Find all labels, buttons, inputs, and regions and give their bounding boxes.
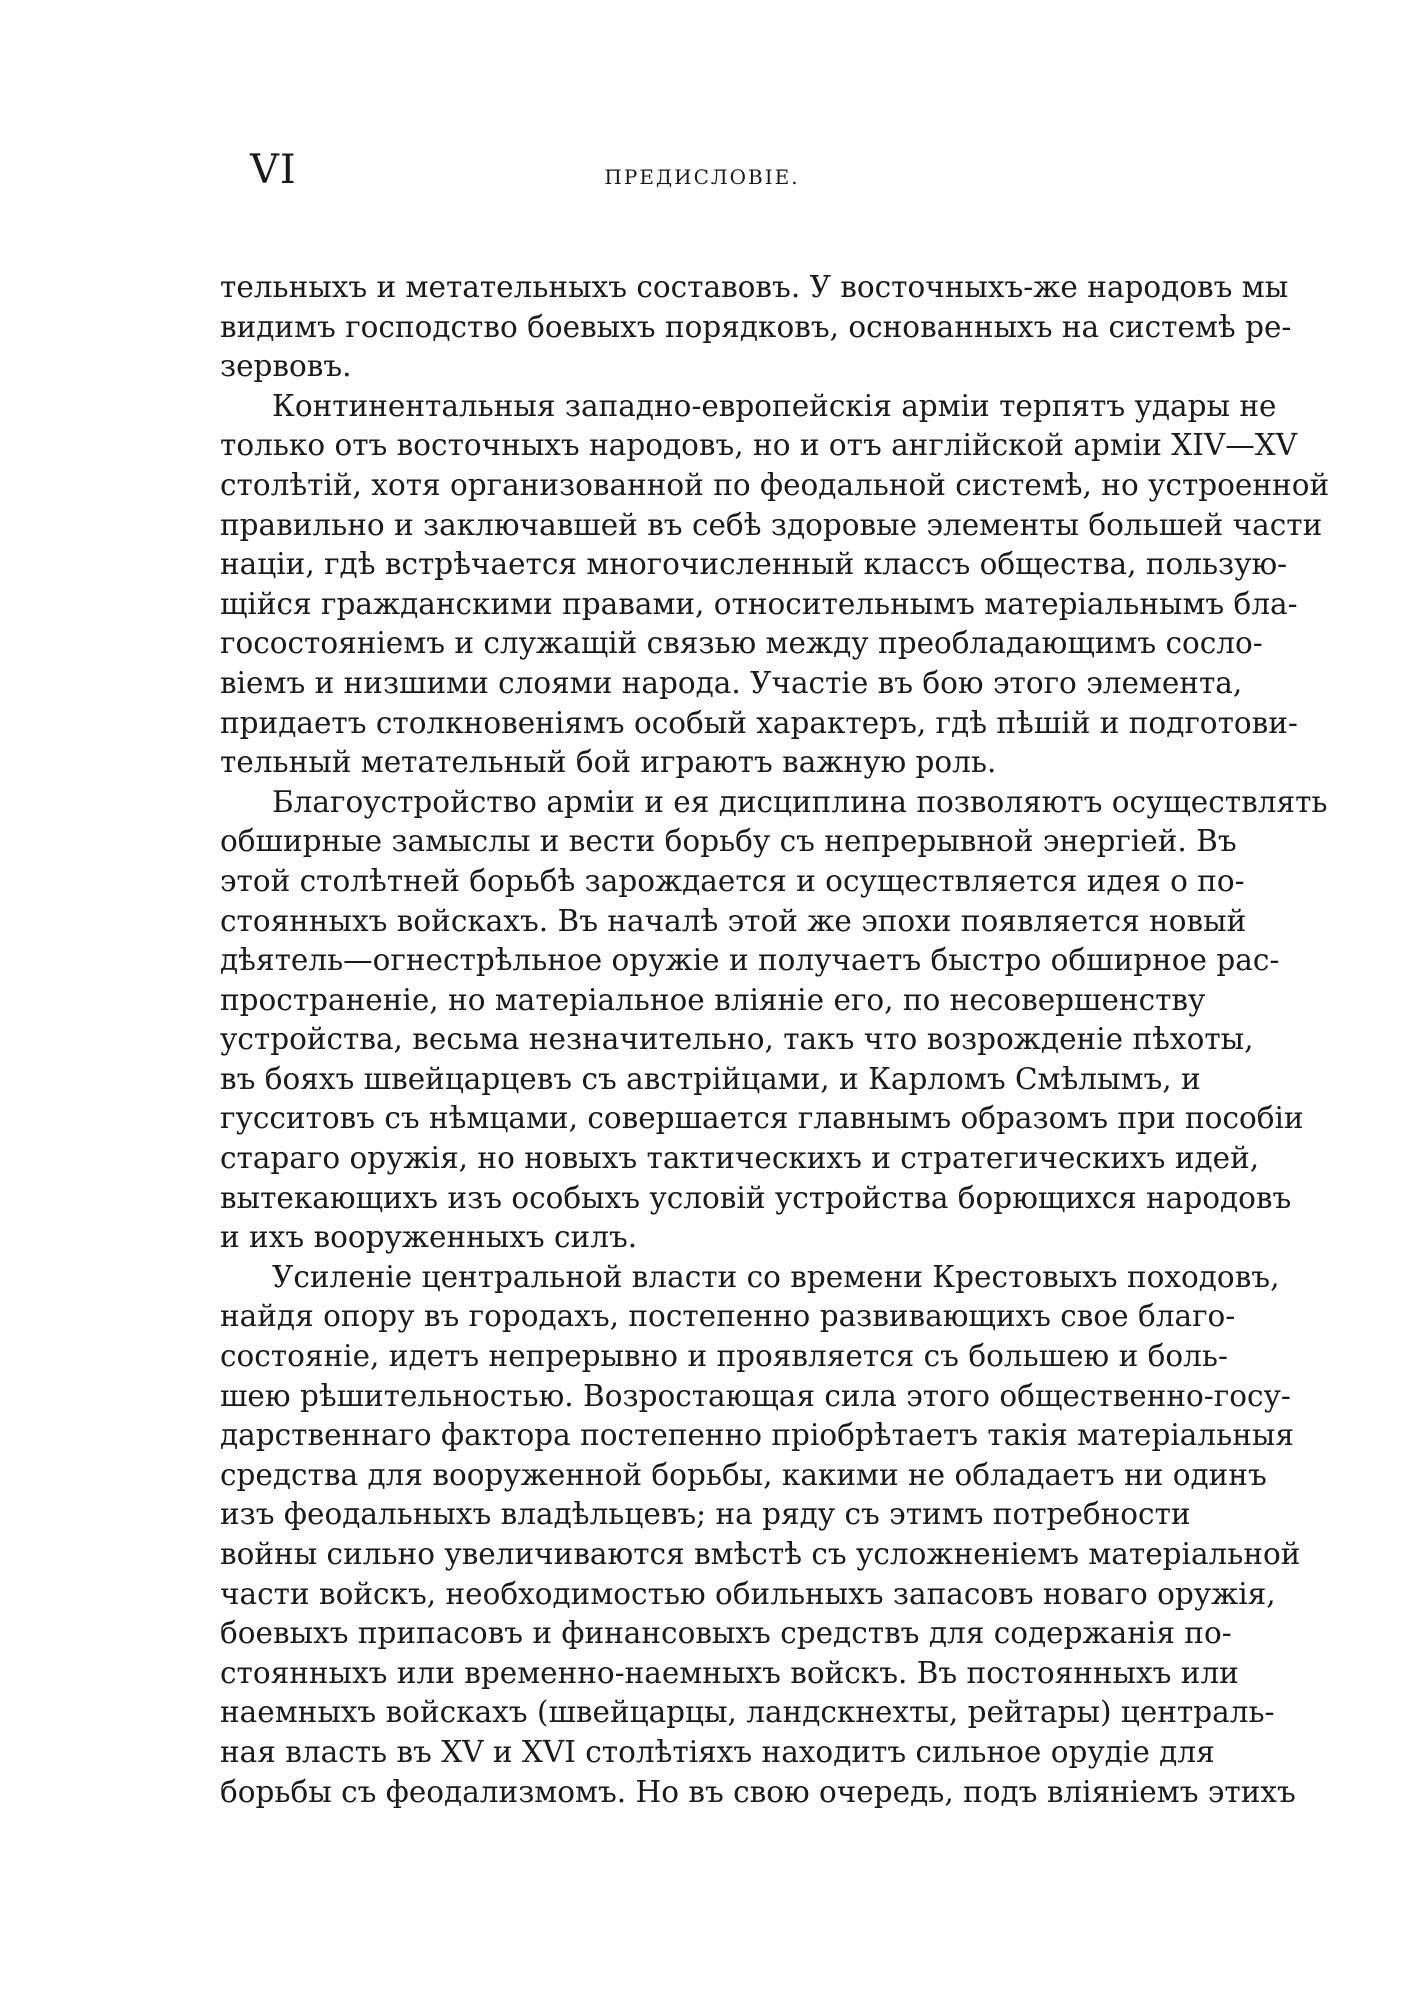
text-line: ная власть въ XV и XVI столѣтіяхъ находитъ сильное орудіе для <box>220 1734 1215 1769</box>
text-line: Континентальныя западно-европейскія арміи терпятъ удары не <box>272 388 1277 423</box>
text-line: придаетъ столкновеніямъ особый характеръ, гдѣ пѣшій и подготови- <box>220 705 1298 740</box>
text-line: зервовъ. <box>220 349 352 384</box>
text-line: наемныхъ войскахъ (швейцарцы, ландскнехты, рейтары) централь- <box>220 1695 1275 1730</box>
text-line: обширные замыслы и вести борьбу съ непрерывной энергіей. Въ <box>220 824 1237 859</box>
text-line: борьбы съ феодализмомъ. Но въ свою очередь, подъ вліяніемъ этихъ <box>220 1774 1296 1809</box>
text-line: вытекающихъ изъ особыхъ условій устройства борющихся народовъ <box>220 1180 1292 1215</box>
text-line: въ бояхъ швейцарцевъ съ австрійцами, и Карломъ Смѣлымъ, и <box>220 1061 1201 1096</box>
text-line: госостояніемъ и служащій связью между преобладающимъ сосло- <box>220 626 1263 661</box>
text-line: части войскъ, необходимостью обильныхъ запасовъ новаго оружія, <box>220 1576 1276 1611</box>
text-line: стоянныхъ или временно-наемныхъ войскъ. Въ постоянныхъ или <box>220 1655 1239 1690</box>
running-title: ПРЕДИСЛОВІЕ. <box>604 165 800 189</box>
text-line: правильно и заключавшей въ себѣ здоровые элементы большей части <box>220 507 1323 542</box>
text-line: Благоустройство арміи и ея дисциплина позволяютъ осуществлять <box>272 784 1328 819</box>
paragraph <box>220 387 1330 783</box>
text-line: изъ феодальныхъ владѣльцевъ; на ряду съ этимъ потребности <box>220 1497 1191 1532</box>
text-line: войны сильно увеличиваются вмѣстѣ съ усложненіемъ матеріальной <box>220 1537 1301 1571</box>
text-line: столѣтій, хотя организованной по феодальной системѣ, но устроенной <box>220 467 1330 502</box>
paragraph <box>220 783 1328 1258</box>
text-line: устройства, весьма незначительно, такъ что возрожденіе пѣхоты, <box>220 1022 1254 1057</box>
text-line: и ихъ вооруженныхъ силъ. <box>220 1220 638 1255</box>
text-line: тельныхъ и метательныхъ составовъ. У восточныхъ-же народовъ мы <box>220 270 1289 304</box>
text-line: шею рѣшительностью. Возростающая сила этого общественно-госу- <box>220 1378 1291 1413</box>
text-line: стараго оружія, но новыхъ тактическихъ и стратегическихъ идей, <box>220 1141 1260 1176</box>
paragraph <box>220 268 1292 387</box>
text-line: боевыхъ припасовъ и финансовыхъ средствъ для содержанія по- <box>220 1616 1232 1651</box>
paragraph <box>220 1258 1301 1812</box>
text-line: видимъ господство боевыхъ порядковъ, основанныхъ на системѣ ре- <box>220 309 1292 344</box>
text-line: состояніе, идетъ непрерывно и проявляется съ большею и боль- <box>220 1339 1228 1374</box>
text-line: щійся гражданскими правами, относительнымъ матеріальнымъ бла- <box>220 586 1298 621</box>
text-line: дарственнаго фактора постепенно пріобрѣтаетъ такія матеріальныя <box>220 1418 1294 1453</box>
text-line: віемъ и низшими слоями народа. Участіе въ бою этого элемента, <box>220 665 1243 700</box>
text-line: націи, гдѣ встрѣчается многочисленный классъ общества, пользую- <box>220 547 1288 582</box>
text-line: найдя опору въ городахъ, постепенно развивающихъ свое благо- <box>220 1299 1236 1334</box>
text-line: стоянныхъ войскахъ. Въ началѣ этой же эпохи появляется новый <box>220 903 1247 938</box>
body-text <box>220 268 1330 1812</box>
text-line: тельный метательный бой играютъ важную роль. <box>220 745 997 780</box>
text-line: дѣятель—огнестрѣльное оружіе и получаетъ быстро обширное рас- <box>220 943 1280 978</box>
text-line: Усиленіе центральной власти со времени Крестовыхъ походовъ, <box>272 1259 1280 1294</box>
text-line: пространеніе, но матеріальное вліяніе его, по несовершенству <box>220 982 1206 1017</box>
text-line: гусситовъ съ нѣмцами, совершается главнымъ образомъ при пособіи <box>220 1101 1304 1136</box>
page-number: VI <box>250 147 297 193</box>
text-line: средства для вооруженной борьбы, какими не обладаетъ ни одинъ <box>220 1457 1267 1492</box>
text-line: только отъ восточныхъ народовъ, но и отъ англійской арміи XIV—XV <box>220 428 1298 463</box>
text-line: этой столѣтней борьбѣ зарождается и осуществляется идея о по- <box>220 863 1245 898</box>
